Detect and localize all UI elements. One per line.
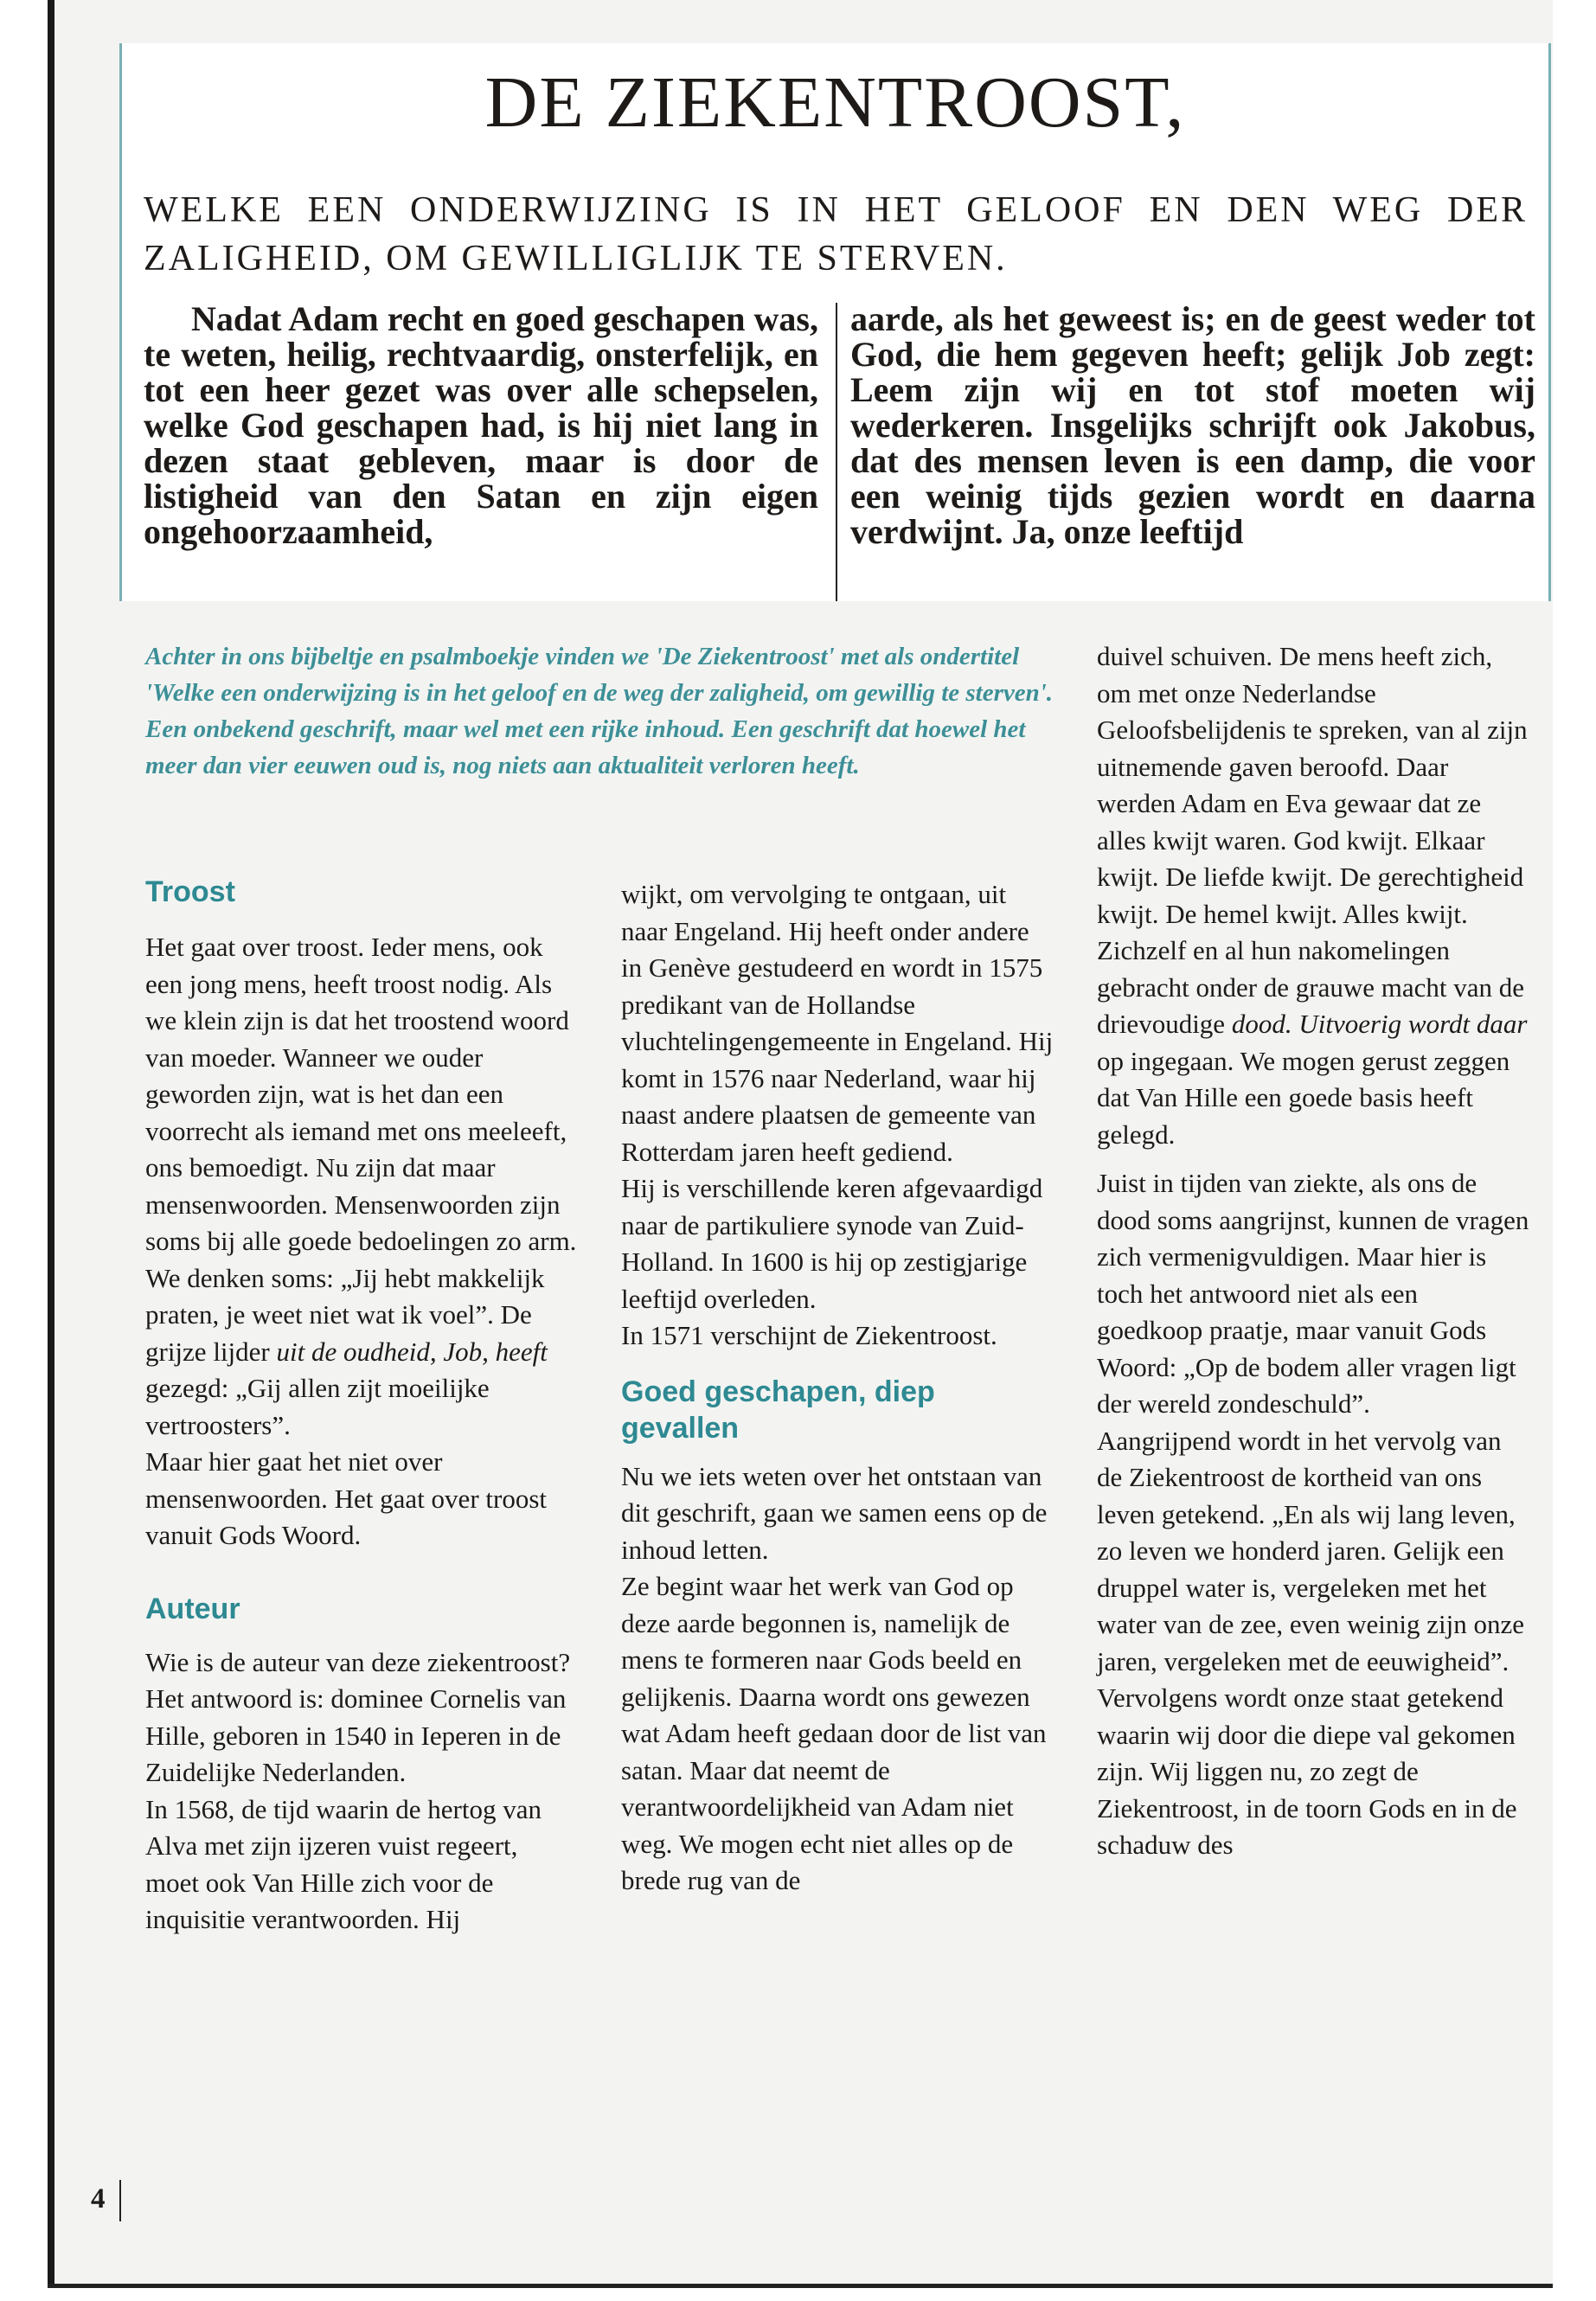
col3-paragraph-1 xyxy=(1097,638,1529,1153)
heading-goed-geschapen: Goed geschapen, diep gevallen xyxy=(621,1375,935,1445)
reprint-header-block xyxy=(119,43,1551,601)
col3-paragraph-2: Juist in tijden van ziekte, als ons de dood soms aangrijnst, kunnen de vragen zich vermenigvuldigen. Maar hier is toch het antwoord niet als een goedkoop praatje, maar vanuit Gods Woord: „Op de bodem aller vragen ligt der wereld zondeschuld”. xyxy=(1097,1168,1529,1419)
troost-paragraph-2: Maar hier gaat het niet over mensenwoorden. Het gaat over troost vanuit Gods Woord. xyxy=(145,1446,548,1550)
col3-p1-italic: dood. Uitvoerig wordt daar xyxy=(1231,1009,1528,1039)
scan-edge-left xyxy=(48,0,54,2288)
auteur-continued-paragraph-2: Hij is verschillende keren afgevaardigd naar de partikuliere synode van Zuid-Holland. In 1600 is hij op zestigjarige leeftijd overleden. xyxy=(621,1173,1043,1314)
old-text-column-1: Nadat Adam recht en goed geschapen was, te weten, heilig, rechtvaardig, onsterfelijk, en tot een heer gezet was over alle schepselen, welke God geschapen had, is hij niet lang in dezen staat gebleven, maar is door de listigheid van den Satan en zijn eigen ongehoorzaamheid, xyxy=(144,301,818,551)
page-subtitle: WELKE EEN ONDERWIJZING IS IN HET GELOOF EN DEN WEG DER ZALIGHEID, OM GEWILLIGLIJK TE STERVEN. xyxy=(144,190,1528,279)
troost-p1-italic: uit de oudheid, Job, heeft xyxy=(276,1336,548,1367)
old-text-column-2: aarde, als het geweest is; en de geest weder tot God, die hem gegeven heeft; gelijk Job zegt: Leem zijn wij en tot stof moeten wij wederkeren. Insgelijks schrijft ook Jakobus, dat des mensen leven is een damp, die voor een weinig tijds gezien wordt en daarna verdwijnt. Ja, onze leeftijd xyxy=(850,301,1535,551)
auteur-continued-paragraph-1: wijkt, om vervolging te ontgaan, uit naar Engeland. Hij heeft onder andere in Genève gestudeerd en wordt in 1575 predikant van de Hollandse vluchtelingengemeente in Engeland. Hij komt in 1576 naar Nederland, waar hij naast andere plaatsen de gemeente van Rotterdam jaren heeft gediend. xyxy=(621,879,1054,1167)
heading-troost: Troost xyxy=(145,875,235,908)
troost-p1-end: gezegd: „Gij allen zijt moeilijke vertroosters”. xyxy=(145,1373,490,1440)
auteur-paragraph-3: In 1568, de tijd waarin de hertog van Alva met zijn ijzeren vuist regeert, moet ook Van Hille zich voor de inquisitie verantwoorden. Hij xyxy=(145,1793,542,1934)
troost-p1-text: Het gaat over troost. Ieder mens, ook een jong mens, heeft troost nodig. Als we klein zijn is dat het troostend woord van moeder. Wanneer we ouder geworden zijn, wat is het dan een voorrecht als iemand met ons meeleeft, ons bemoedigt. Nu zijn dat maar mensenwoorden. Mensenwoorden zijn soms bij alle goede bedoelingen zo arm. We denken soms: „Jij hebt makkelijk praten, je weet niet wat ik voel”. De grijze lijder xyxy=(145,932,577,1367)
article-column-1 xyxy=(145,874,578,1939)
goed-paragraph-2: Ze begint waar het werk van God op deze aarde begonnen is, namelijk de mens te formeren naar Gods beeld en gelijkenis. Daarna wordt ons gewezen wat Adam heeft gedaan door de list van satan. Maar dat neemt de verantwoordelijkheid van Adam niet weg. We mogen echt niet alles op de brede rug van de xyxy=(621,1571,1047,1895)
intro-paragraph: Achter in ons bijbeltje en psalmboekje vinden we 'De Ziekentroost' met als ondertitel 'Welke een onderwijzing is in het geloof en de weg der zaligheid, om gewillig te sterven'. Een onbekend geschrift, maar wel met een rijke inhoud. Een geschrift dat hoewel het meer dan vier eeuwen oud is, nog niets aan aktualiteit verloren heeft. xyxy=(145,643,1054,779)
old-text-divider xyxy=(836,303,837,601)
col3-p1-end: op ingegaan. We mogen gerust zeggen dat Van Hille een goede basis heeft gelegd. xyxy=(1097,1045,1510,1150)
page-number: 4 xyxy=(91,2183,106,2214)
heading-auteur: Auteur xyxy=(145,1592,240,1625)
article-column-2 xyxy=(621,876,1054,1900)
scan-edge-bottom xyxy=(48,2284,1553,2288)
col3-p1-text: duivel schuiven. De mens heeft zich, om met onze Nederlandse Geloofsbelijdenis te spreken, van al zijn uitnemende gaven beroofd. Daar werden Adam en Eva gewaar dat ze alles kwijt waren. God kwijt. Elkaar kwijt. De liefde kwijt. De gerechtigheid kwijt. De hemel kwijt. Alles kwijt. Zichzelf en al hun nakomelingen gebracht onder de grauwe macht van de drievoudige xyxy=(1097,641,1528,1039)
goed-paragraph-1: Nu we iets weten over het ontstaan van dit geschrift, gaan we samen eens op de inhoud letten. xyxy=(621,1460,1048,1565)
article-column-3 xyxy=(1097,638,1529,1864)
auteur-paragraph-1: Wie is de auteur van deze ziekentroost? xyxy=(145,1646,571,1677)
troost-paragraph-1 xyxy=(145,929,578,1444)
page-title: DE ZIEKENTROOST, xyxy=(484,62,1186,143)
auteur-paragraph-2: Het antwoord is: dominee Cornelis van Hille, geboren in 1540 in Ieperen in de Zuidelijke Nederlanden. xyxy=(145,1683,567,1787)
paragraph-gap xyxy=(1097,1153,1529,1165)
col3-paragraph-4: Vervolgens wordt onze staat getekend waarin wij door die diepe val gekomen zijn. Wij liggen nu, zo zegt de Ziekentroost, in de toorn Gods en in de schaduw des xyxy=(1097,1682,1517,1860)
page-number-rule xyxy=(119,2180,121,2221)
col3-paragraph-3: Aangrijpend wordt in het vervolg van de Ziekentroost de kortheid van ons leven getekend. „En als wij lang leven, zo leven we honderd jaren. Gelijk een druppel water is, vergeleken met het water van de zee, even weinig zijn onze jaren, vergeleken met de eeuwigheid”. xyxy=(1097,1425,1525,1676)
auteur-continued-paragraph-3: In 1571 verschijnt de Ziekentroost. xyxy=(621,1320,997,1350)
